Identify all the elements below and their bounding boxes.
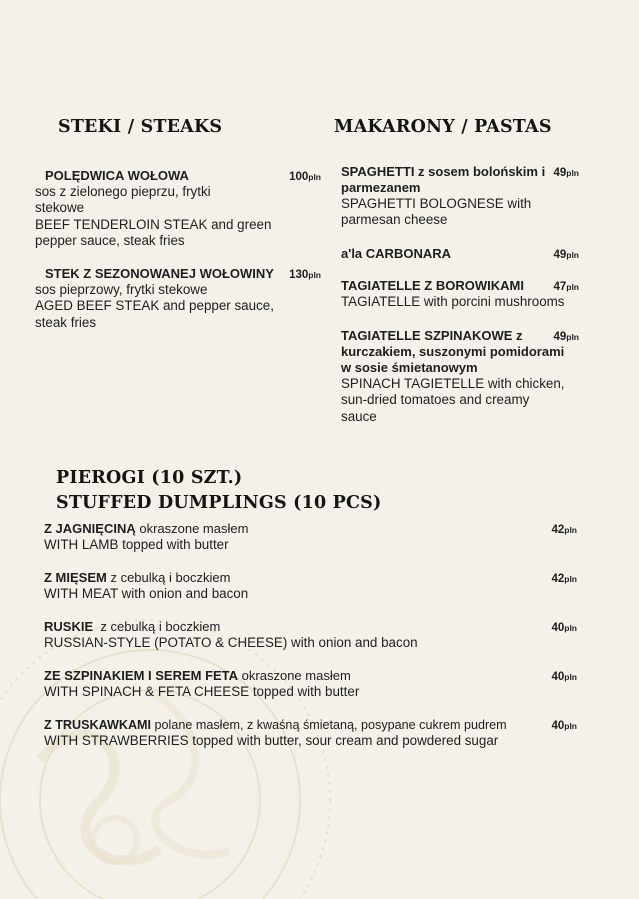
item-name-continued: kurczakiem, suszonymi pomidorami w sosie śmietanowym bbox=[341, 344, 565, 375]
steaks-section-title: STEKI / STEAKS bbox=[58, 117, 223, 137]
pastas-section-title: MAKARONY / PASTAS bbox=[334, 117, 552, 137]
item-name: a'la CARBONARA bbox=[341, 246, 451, 261]
item-name: RUSKIE z cebulką i boczkiem bbox=[44, 619, 221, 634]
steak-item-tenderloin bbox=[35, 168, 321, 250]
item-name: Z JAGNIĘCINĄ okraszone masłem bbox=[44, 521, 249, 536]
item-description-en: RUSSIAN-STYLE (POTATO & CHEESE) with onion and bacon bbox=[44, 635, 418, 650]
dumpling-item-lamb bbox=[44, 521, 577, 553]
item-description-pl: sos pieprzowy, frytki stekowe bbox=[35, 282, 208, 297]
item-name: SPAGHETTI z sosem bolońskim i bbox=[341, 164, 546, 179]
item-name: Z TRUSKAWKAMI polane masłem, z kwaśną śmietaną, posypane cukrem pudrem bbox=[44, 718, 507, 732]
pasta-item-bolognese bbox=[341, 164, 579, 229]
item-price: 49pln bbox=[553, 167, 579, 179]
item-price: 100pln bbox=[289, 171, 321, 183]
item-description-en: BEEF TENDERLOIN STEAK and green pepper sauce, steak fries bbox=[35, 216, 272, 249]
item-price: 40pln bbox=[551, 671, 577, 683]
item-description-en: SPAGHETTI BOLOGNESE with parmesan cheese bbox=[341, 196, 532, 228]
dumpling-item-meat bbox=[44, 570, 577, 602]
item-name: ZE SZPINAKIEM I SEREM FETA okraszone masłem bbox=[44, 668, 351, 683]
dumpling-item-strawberries bbox=[44, 717, 577, 749]
item-name: POLĘDWICA WOŁOWA bbox=[45, 168, 189, 183]
item-description-en: AGED BEEF STEAK and pepper sauce, steak fries bbox=[35, 298, 274, 330]
item-price: 49pln bbox=[553, 249, 579, 261]
item-description-en: WITH STRAWBERRIES topped with butter, sour cream and powdered sugar bbox=[44, 733, 499, 748]
dumpling-item-ruskie bbox=[44, 619, 577, 651]
pasta-item-porcini bbox=[341, 278, 579, 310]
item-description-en: WITH MEAT with onion and bacon bbox=[44, 586, 249, 601]
item-description-en: WITH SPINACH & FETA CHEESE topped with butter bbox=[44, 684, 360, 699]
steak-item-aged-beef bbox=[35, 266, 321, 331]
item-name: TAGIATELLE Z BOROWIKAMI bbox=[341, 278, 524, 293]
item-name: Z MIĘSEM z cebulką i boczkiem bbox=[44, 570, 231, 585]
item-description-en: WITH LAMB topped with butter bbox=[44, 537, 229, 552]
dumplings-section-title: PIEROGI (10 SZT.) STUFFED DUMPLINGS (10 PCS) bbox=[56, 468, 382, 513]
dumpling-item-spinach-feta bbox=[44, 668, 577, 700]
item-description-en: SPINACH TAGIETELLE with chicken, sun-dried tomatoes and creamy sauce bbox=[341, 376, 565, 424]
item-price: 42pln bbox=[551, 573, 577, 585]
item-price: 40pln bbox=[551, 622, 577, 634]
item-description-en: TAGIATELLE with porcini mushrooms bbox=[341, 294, 565, 309]
pasta-item-carbonara bbox=[341, 246, 579, 262]
pasta-item-spinach bbox=[341, 328, 579, 425]
item-name: TAGIATELLE SZPINAKOWE z bbox=[341, 328, 523, 343]
item-price: 42pln bbox=[551, 524, 577, 536]
item-price: 47pln bbox=[553, 281, 579, 293]
item-description-pl: sos z zielonego pieprzu, frytki stekowe bbox=[35, 184, 211, 216]
item-name-continued: parmezanem bbox=[341, 180, 421, 195]
item-name: STEK Z SEZONOWANEJ WOŁOWINY bbox=[45, 266, 274, 281]
item-price: 130pln bbox=[289, 269, 321, 281]
item-price: 49pln bbox=[553, 331, 579, 343]
item-price: 40pln bbox=[551, 720, 577, 732]
